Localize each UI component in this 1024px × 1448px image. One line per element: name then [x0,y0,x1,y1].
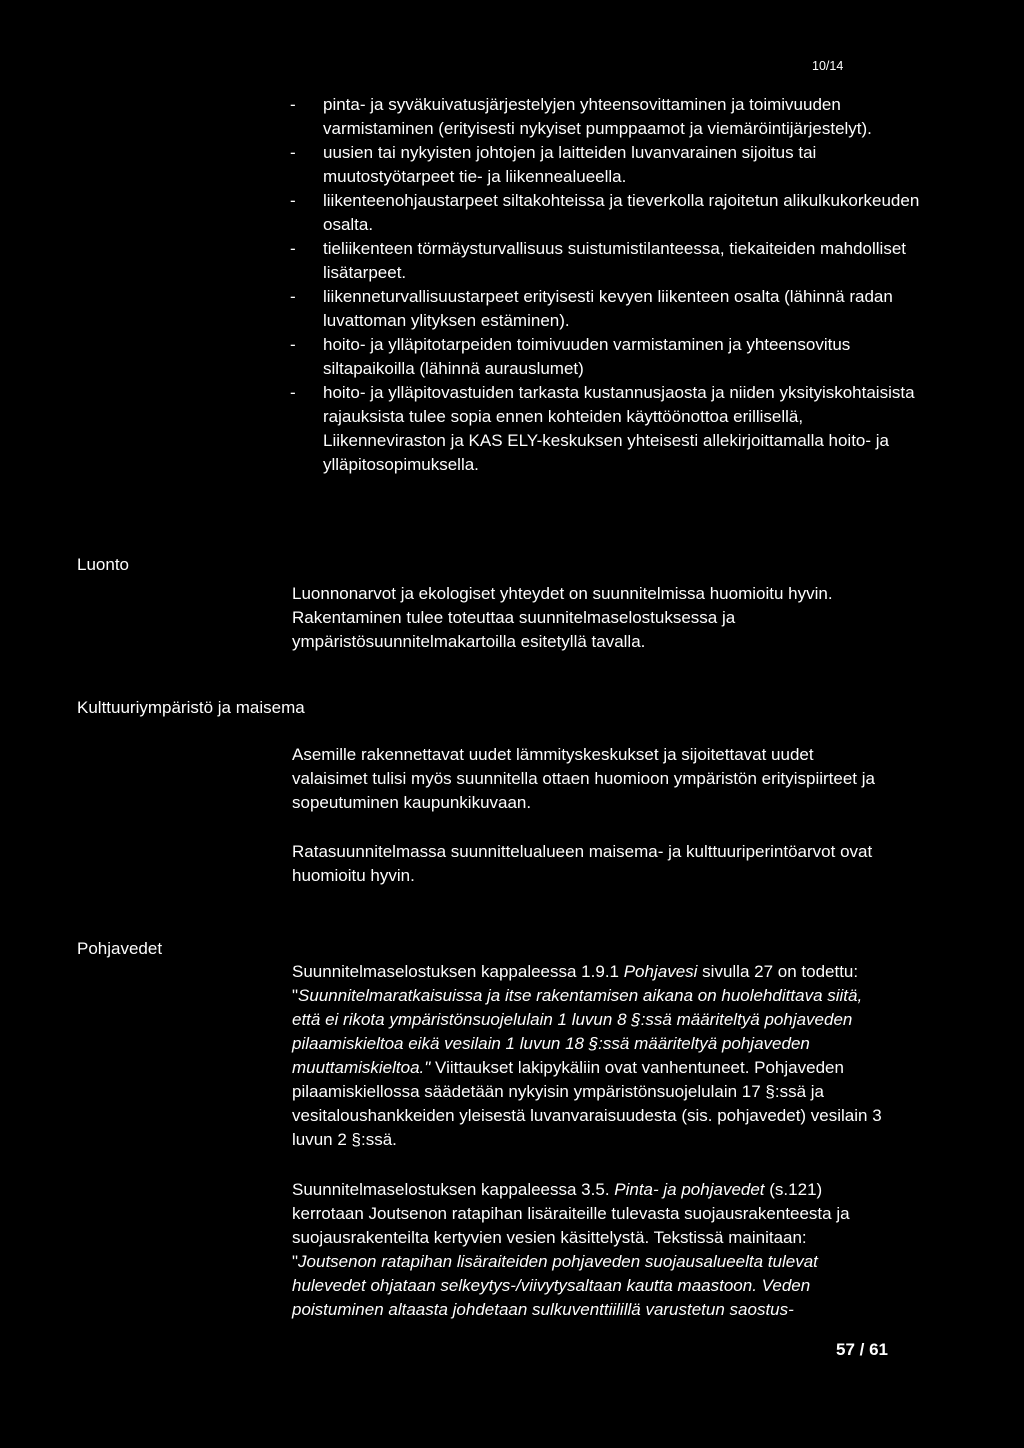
bullet-dash: - [290,335,296,354]
bullet-dash: - [290,95,296,114]
paragraph: Ratasuunnitelmassa suunnittelualueen maisema- ja kulttuuriperintöarvot ovat huomioitu hyvin. [292,842,873,885]
paragraph: Luonnonarvot ja ekologiset yhteydet on suunnitelmissa huomioitu hyvin. Rakentaminen tulee toteuttaa suunnitelmaselostuksessa ja ympäristösuunnitelmakartoilla esitetyllä tavalla. [292,584,833,651]
bullet-dash: - [290,191,296,210]
text-run: Suunnitelmaselostuksen kappaleessa 3.5. [292,1180,615,1199]
bullet-dash: - [290,287,296,306]
italic-quote: Joutsenon ratapihan lisäraiteiden pohjaveden suojausalueelta tulevat hulevedet ohjataan selkeytys-/viivytysaltaan kautta maastoon. Veden poistuminen altaasta johdetaan sulkuventtiilillä varustetun saostus- [292,1252,818,1319]
italic-reference: Pohjavesi [623,962,698,981]
paragraph [292,960,892,1152]
section-heading-pohjavedet: Pohjavedet [77,939,163,958]
bullet-item [290,237,930,285]
italic-reference: Pinta- ja pohjavedet [614,1180,765,1199]
bullet-item [290,333,930,381]
text-run: (s.121) kerrotaan Joutsenon ratapihan lisäraiteille tulevasta suojausrakenteesta ja suojausrakenteilta kertyvien vesien käsittelystä. Tekstissä mainitaan: " [292,1180,850,1271]
bullet-dash: - [290,143,296,162]
italic-quote: Suunnitelmaratkaisuissa ja itse rakentamisen aikana on huolehdittava siitä, että ei rikota ympäristönsuojelulain 1 luvun 8 §:ssä määriteltyä pohjaveden pilaamiskieltoa eikä vesilain 1 luvun 18 §:ssä määriteltyä pohjaveden muuttamiskieltoa." [292,986,863,1077]
bullet-item [290,381,930,477]
section-body-kulttuuri [292,743,892,888]
text-run: sivulla 27 on todettu: " [292,962,859,1005]
bullet-text: liikenteenohjaustarpeet siltakohteissa ja tieverkolla rajoitetun alikulkukorkeuden osalta. [323,191,920,234]
text-run: Suunnitelmaselostuksen kappaleessa 1.9.1 [292,962,624,981]
bullet-item [290,285,930,333]
bullet-text: pinta- ja syväkuivatusjärjestelyjen yhteensovittaminen ja toimivuuden varmistaminen (erityisesti nykyiset pumppaamot ja viemäröintijärjestelyt). [323,95,872,138]
bullet-text: tieliikenteen törmäysturvallisuus suistumistilanteessa, tiekaiteiden mahdolliset lisätarpeet. [323,239,906,282]
requirements-bullet-list [290,93,930,477]
page-reference: 10/14 [812,59,844,73]
bullet-item [290,189,930,237]
page-counter: 57 / 61 [836,1340,888,1359]
bullet-item [290,93,930,141]
bullet-text: hoito- ja ylläpitovastuiden tarkasta kustannusjaosta ja niiden yksityiskohtaisista rajauksista tulee sopia ennen kohteiden käyttöönottoa erillisellä, Liikenneviraston ja KAS ELY-keskuksen yhteisesti allekirjoittamalla hoito- ja ylläpitosopimuksella. [323,383,915,474]
section-heading-luonto: Luonto [77,555,129,574]
bullet-text: hoito- ja ylläpitotarpeiden toimivuuden varmistaminen ja yhteensovitus siltapaikoilla (lähinnä aurauslumet) [323,335,851,378]
bullet-dash: - [290,383,296,402]
paragraph: Asemille rakennettavat uudet lämmityskeskukset ja sijoitettavat uudet valaisimet tulisi myös suunnitella ottaen huomioon ympäristön erityispiirteet ja sopeutuminen kaupunkikuvaan. [292,745,875,812]
bullet-text: liikenneturvallisuustarpeet erityisesti kevyen liikenteen osalta (lähinnä radan luvattoman ylityksen estäminen). [323,287,893,330]
bullet-text: uusien tai nykyisten johtojen ja laitteiden luvanvarainen sijoitus tai muutostyötarpeet tie- ja liikennealueella. [323,143,817,186]
section-body-luonto [292,582,892,654]
text-run: Viittaukset lakipykäliin ovat vanhentuneet. Pohjaveden pilaamiskiellossa säädetään nykyisin ympäristönsuojelulain 17 §:ssä ja vesitaloushankkeiden yleisestä luvanvaraisuudesta (sis. pohjavedet) vesilain 3 luvun 2 §:ssä. [292,1058,882,1149]
section-heading-kulttuuri: Kulttuuriympäristö ja maisema [77,698,305,717]
bullet-dash: - [290,239,296,258]
section-body-pohjavedet [292,960,892,1322]
paragraph [292,1178,892,1322]
bullet-item [290,141,930,189]
